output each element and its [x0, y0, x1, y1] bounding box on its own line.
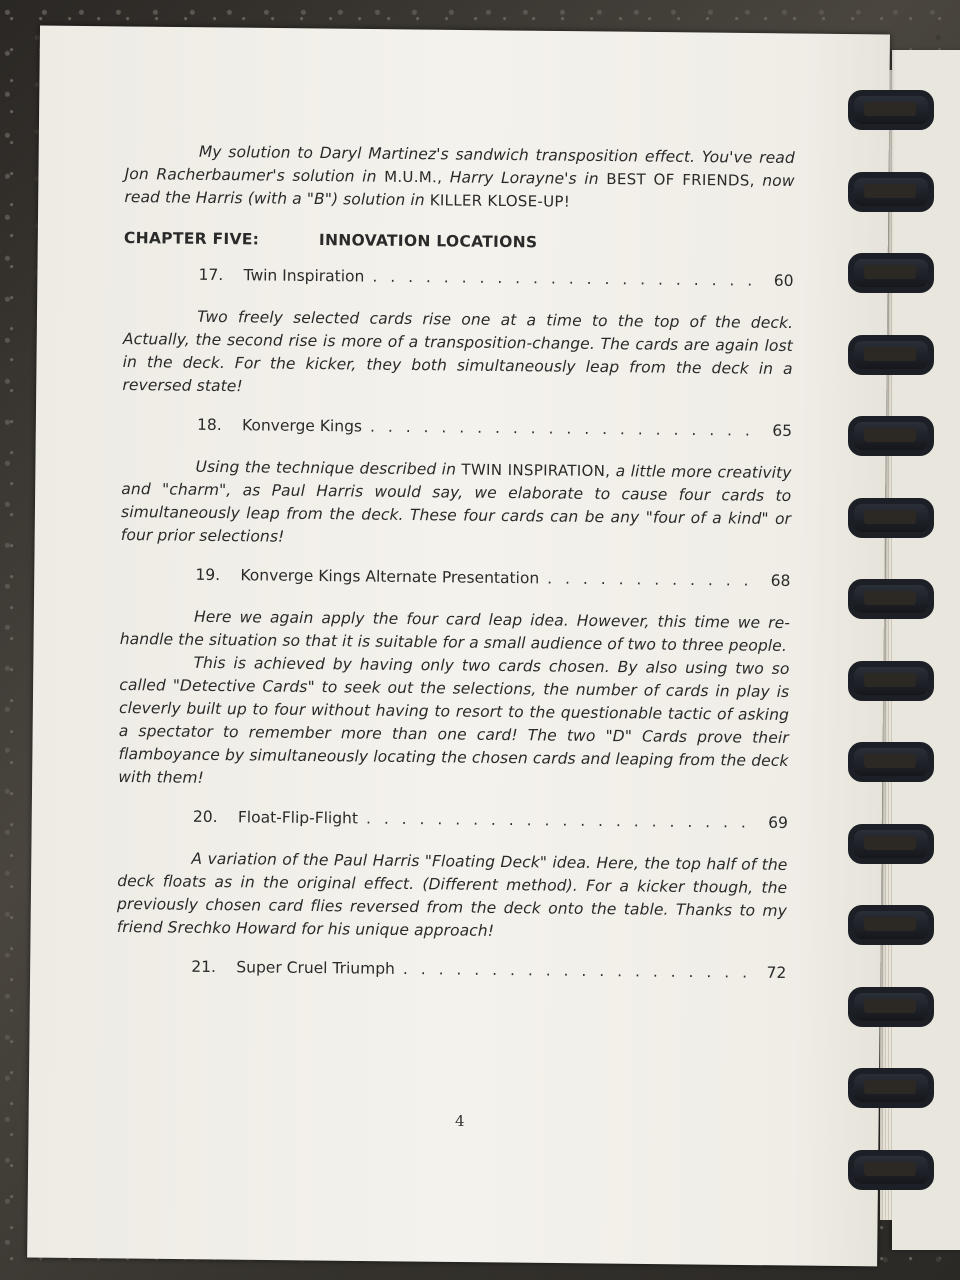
binding-coil [848, 498, 938, 542]
coil-hole [864, 836, 916, 850]
entry-description-18 [121, 455, 792, 554]
description-text: Two freely selected cards rise one at a time to the top of the deck. Actually, the second rise is more of a transposition-change. The cards are again lost in the deck. For the kicker, they both simultaneously leap from the deck in a reversed state! [122, 307, 794, 396]
entry-number: 20. [192, 807, 218, 827]
chapter-label: CHAPTER FIVE: [123, 228, 260, 249]
entry-title: Super Cruel Triumph [236, 958, 396, 978]
intro-paragraph [124, 140, 795, 216]
coil-hole [864, 102, 916, 116]
binding-coil [848, 172, 938, 216]
coil-hole [864, 754, 916, 768]
binding-coil [848, 824, 938, 868]
chapter-title: INNOVATION LOCATIONS [318, 231, 538, 252]
coil-hole [864, 591, 916, 605]
entry-description-19b [118, 651, 789, 796]
entry-page: 68 [770, 571, 791, 590]
coil-hole [864, 1080, 916, 1094]
intro-ref-killer-klose-up: KILLER KLOSE-UP! [429, 191, 571, 211]
entry-description-19 [120, 605, 790, 658]
entry-title: Twin Inspiration [243, 266, 365, 286]
entry-title: Konverge Kings [241, 416, 363, 436]
coil-hole [864, 917, 916, 931]
intro-text-1: My solution to Daryl Martinez's sandwich transposition effect. You've read Jon Racherbaumer's solution in [124, 142, 795, 186]
entry-title: Konverge Kings Alternate Presentation [240, 566, 540, 588]
description-text: a little more creativity and "charm", as Paul Harris would say, we elaborate to cause four cards to simultaneously leap from the deck. These four cards can be any "four of a kind" or four prior selections! [120, 462, 792, 546]
description-text: A variation of the Paul Harris "Floating Deck" idea. Here, the top half of the deck floats as in the original effect. (Different method). For a kicker though, the previously chosen card flies reversed from the deck onto the table. Thanks to my friend Srechko Howard for his unique approach! [116, 849, 788, 940]
intro-ref-best-of-friends: BEST OF FRIENDS, [606, 170, 755, 190]
binding-coil [848, 416, 938, 460]
binding-coil [848, 253, 938, 297]
binding-coil [848, 1068, 938, 1112]
coil-hole [864, 347, 916, 361]
entry-number: 18. [196, 415, 222, 435]
entry-number: 21. [191, 957, 217, 976]
coil-hole [864, 999, 916, 1013]
binding-coil [848, 661, 938, 705]
entry-page: 60 [773, 271, 794, 291]
entry-number: 19. [195, 565, 221, 585]
intro-text-3: now read the Harris (with a "B") solution in [124, 171, 795, 210]
coil-hole [864, 184, 916, 198]
leader-dots [403, 960, 751, 982]
entry-title: Float-Flip-Flight [237, 808, 359, 828]
binding-coil [848, 905, 938, 949]
intro-ref-mum: M.U.M., [384, 167, 443, 187]
chapter-heading [124, 229, 794, 254]
binding-coil [848, 579, 938, 623]
page-content [116, 140, 795, 982]
entry-page: 72 [766, 963, 787, 982]
description-text: Using the technique described in [195, 457, 462, 479]
description-text: This is achieved by having only two cards chosen. By also using two so called "Detective Cards" to seek out the selections, the number of cards in play is cleverly built up to four without having to resort to the questionable tactic of asking a spectator to remember more than one card! The two "D" Cards prove their flamboyance by simultaneously locating the chosen cards and leaping from the deck with them! [118, 653, 790, 787]
binding-coil [848, 1150, 938, 1194]
entry-description-17 [122, 305, 793, 404]
entry-page: 69 [768, 813, 788, 832]
page-number: 4 [455, 1112, 465, 1130]
coil-hole [864, 1162, 916, 1176]
coil-hole [864, 510, 916, 524]
entry-page: 65 [772, 421, 793, 441]
binding-coil [848, 987, 938, 1031]
description-text: Here we again apply the four card leap idea. However, this time we re-handle the situation so that it is suitable for a small audience of two to three people. [119, 607, 791, 655]
description-ref: TWIN INSPIRATION, [461, 460, 611, 481]
entry-description-20 [117, 847, 788, 946]
binding-coil [848, 742, 938, 786]
binding-coil [848, 90, 938, 134]
entry-number: 17. [198, 265, 224, 285]
intro-text-2: Harry Lorayne's in [442, 168, 607, 189]
coil-hole [864, 265, 916, 279]
leader-dots [547, 569, 754, 589]
coil-hole [864, 428, 916, 442]
binding-coil [848, 335, 938, 379]
coil-hole [864, 673, 916, 687]
